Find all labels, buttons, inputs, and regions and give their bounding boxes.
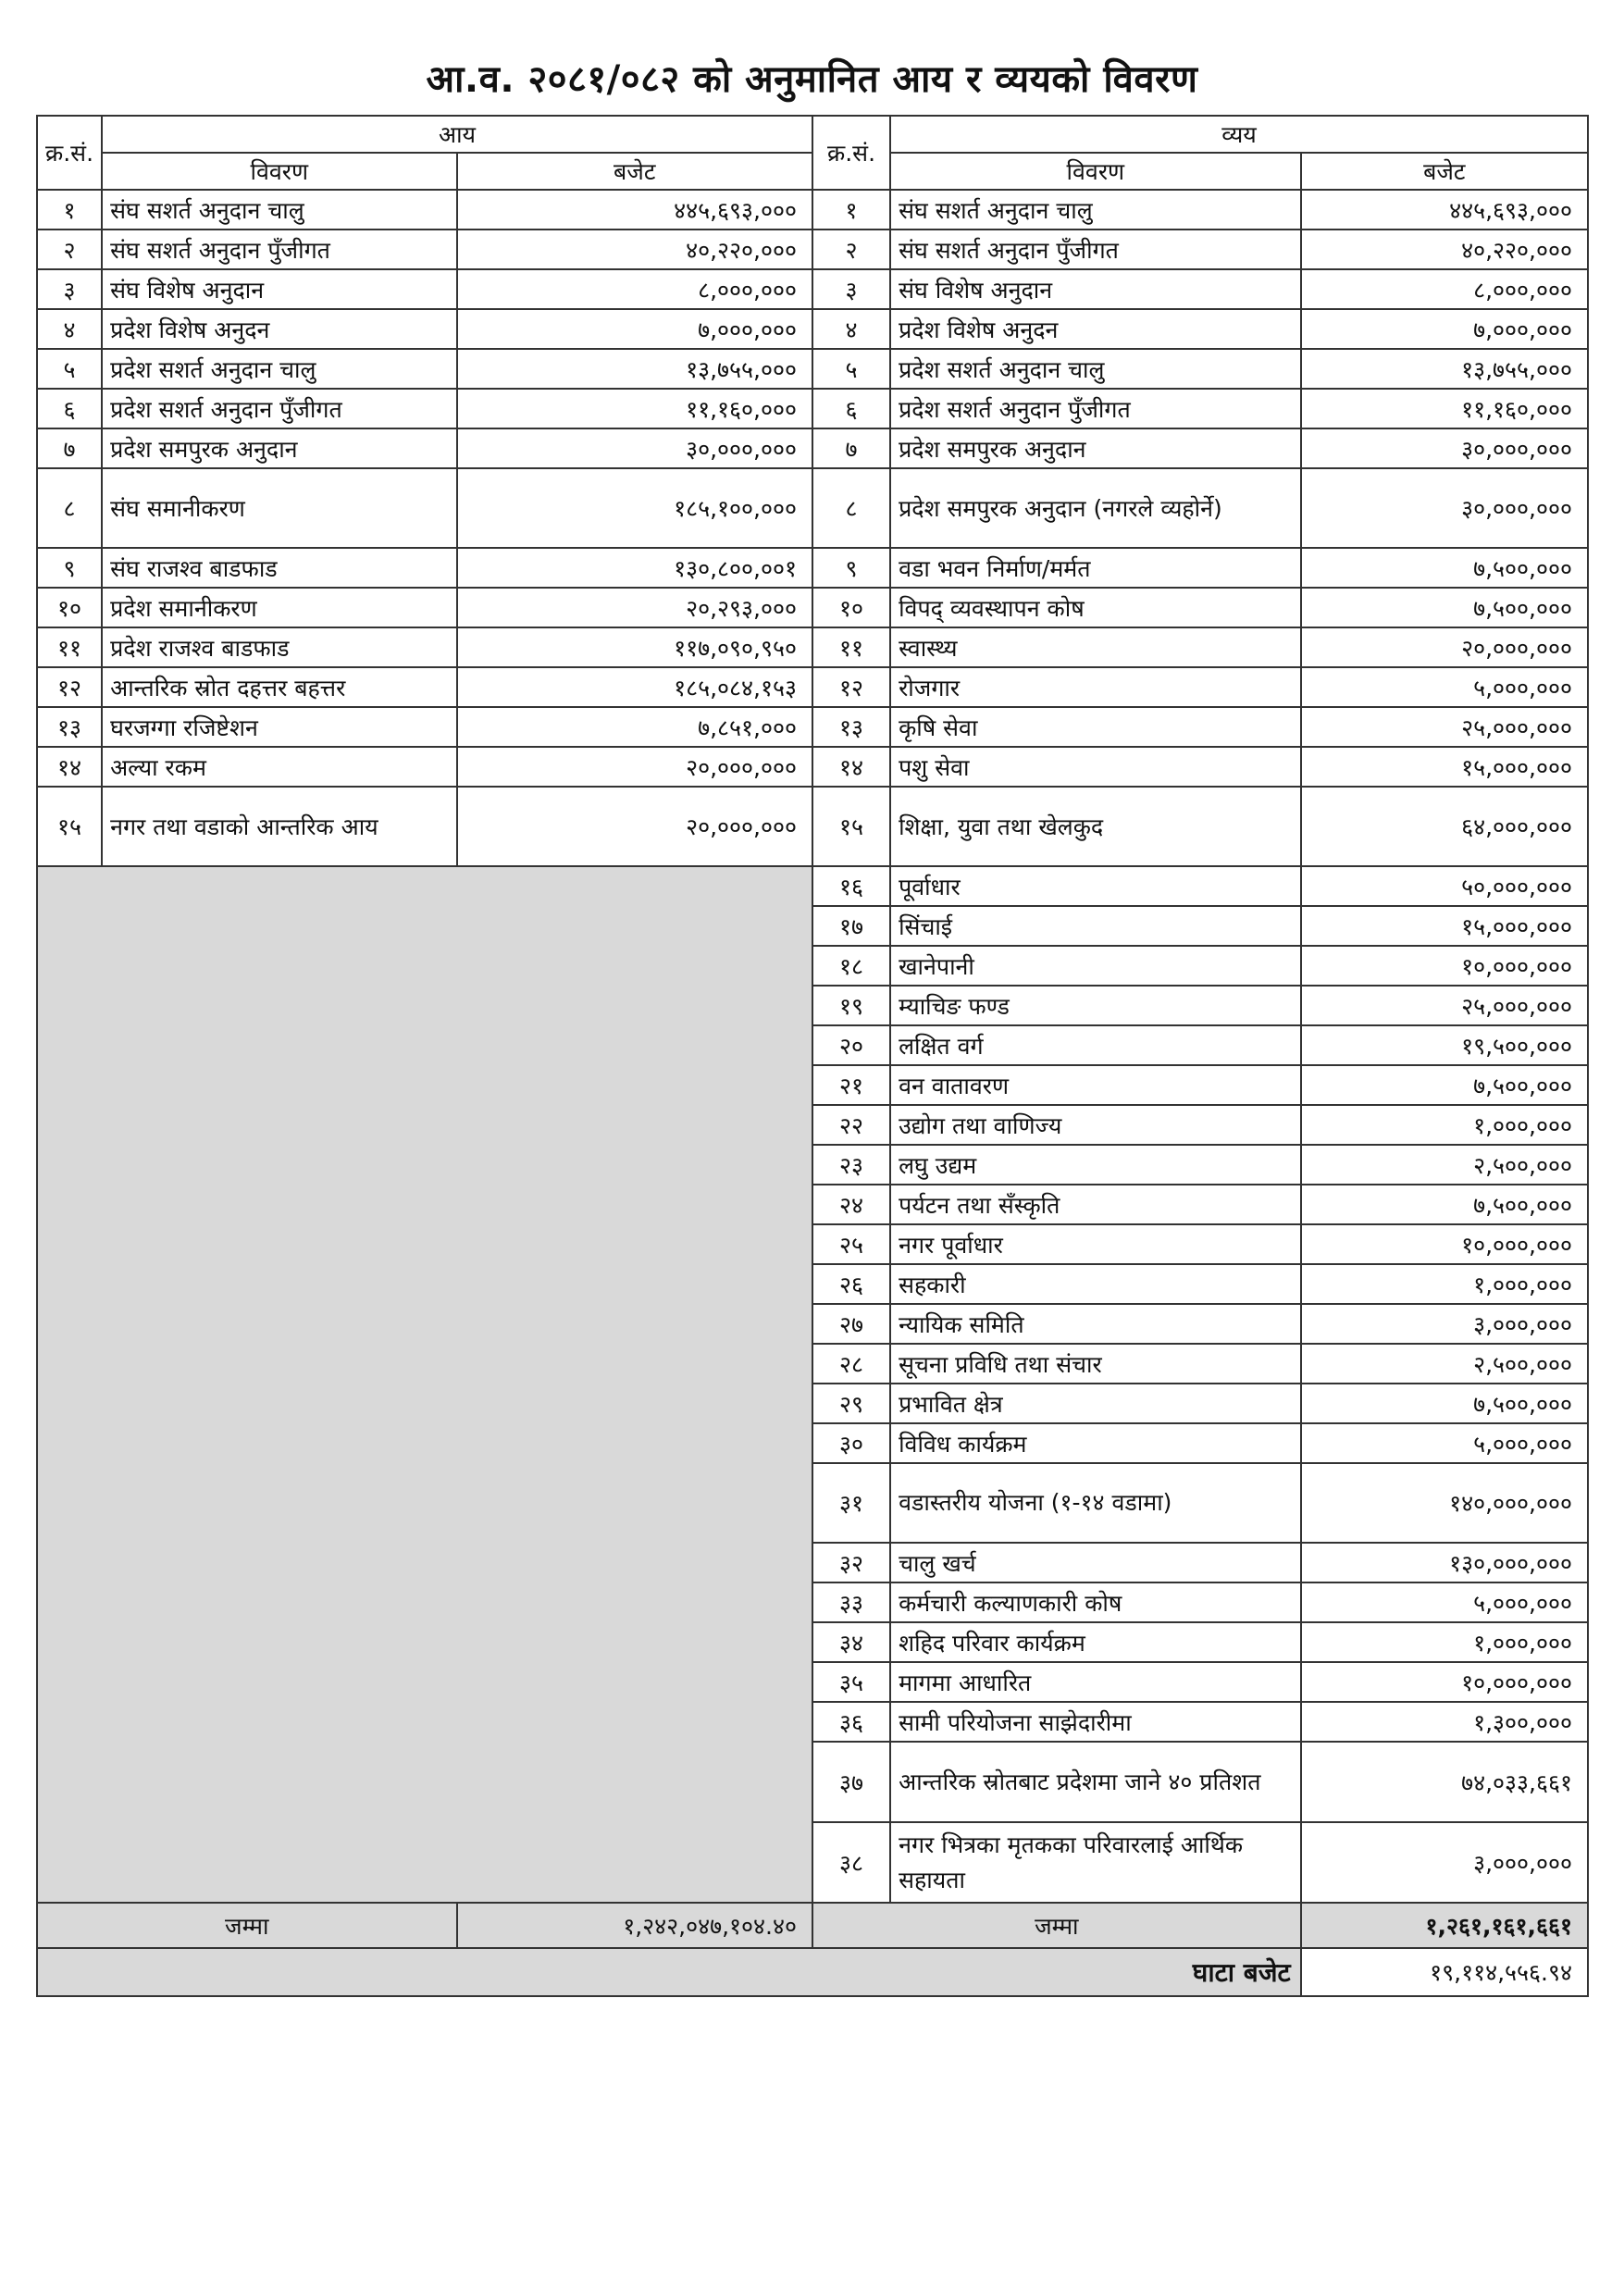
expenditure-amount: ७,५००,००० xyxy=(1301,588,1588,627)
table-row xyxy=(37,627,1588,667)
expenditure-sn: ३६ xyxy=(812,1702,890,1742)
expenditure-description: सूचना प्रविधि तथा संचार xyxy=(890,1344,1301,1384)
expenditure-amount: ५,०००,००० xyxy=(1301,667,1588,707)
expenditure-amount: ३०,०००,००० xyxy=(1301,428,1588,468)
expenditure-amount: १०,०००,००० xyxy=(1301,1224,1588,1264)
expenditure-amount: १,०००,००० xyxy=(1301,1105,1588,1145)
expenditure-amount: १३,७५५,००० xyxy=(1301,349,1588,389)
table-row xyxy=(37,667,1588,707)
expenditure-amount: ६४,०००,००० xyxy=(1301,787,1588,866)
income-sn: ८ xyxy=(37,468,102,548)
expenditure-description: प्रदेश समपुरक अनुदान xyxy=(890,428,1301,468)
expenditure-sn: ३३ xyxy=(812,1582,890,1622)
table-row xyxy=(37,747,1588,787)
expenditure-sn: ३४ xyxy=(812,1622,890,1662)
income-description: संघ सशर्त अनुदान चालु xyxy=(102,190,456,230)
income-total-label: जम्मा xyxy=(37,1903,457,1948)
income-description: संघ सशर्त अनुदान पुँजीगत xyxy=(102,230,456,269)
expenditure-description: विपद् व्यवस्थापन कोष xyxy=(890,588,1301,627)
income-description-header: विवरण xyxy=(102,153,456,190)
income-header: आय xyxy=(102,116,812,153)
total-row xyxy=(37,1903,1588,1948)
income-sn: १४ xyxy=(37,747,102,787)
income-description: नगर तथा वडाको आन्तरिक आय xyxy=(102,787,456,866)
income-description: अल्या रकम xyxy=(102,747,456,787)
expenditure-total-label: जम्मा xyxy=(812,1903,1301,1948)
table-row xyxy=(37,866,1588,906)
income-amount: १३०,८००,००१ xyxy=(457,548,812,588)
expenditure-amount: ३०,०००,००० xyxy=(1301,468,1588,548)
table-row xyxy=(37,230,1588,269)
expenditure-sn: ११ xyxy=(812,627,890,667)
income-description: आन्तरिक स्रोत दहत्तर बहत्तर xyxy=(102,667,456,707)
expenditure-budget-header: बजेट xyxy=(1301,153,1588,190)
table-row xyxy=(37,468,1588,548)
expenditure-description: संघ विशेष अनुदान xyxy=(890,269,1301,309)
expenditure-sn: ३८ xyxy=(812,1822,890,1903)
expenditure-total-amount: १,२६१,१६१,६६१ xyxy=(1301,1903,1588,1948)
income-description: प्रदेश विशेष अनुदन xyxy=(102,309,456,349)
income-amount: १८५,०८४,१५३ xyxy=(457,667,812,707)
expenditure-description-header: विवरण xyxy=(890,153,1301,190)
expenditure-amount: १०,०००,००० xyxy=(1301,1662,1588,1702)
expenditure-description: विविध कार्यक्रम xyxy=(890,1423,1301,1463)
expenditure-description: संघ सशर्त अनुदान पुँजीगत xyxy=(890,230,1301,269)
expenditure-sn: १६ xyxy=(812,866,890,906)
expenditure-sn-header: क्र.सं. xyxy=(812,116,890,190)
expenditure-description: सामी परियोजना साझेदारीमा xyxy=(890,1702,1301,1742)
expenditure-description: प्रदेश सशर्त अनुदान पुँजीगत xyxy=(890,389,1301,428)
expenditure-sn: ३ xyxy=(812,269,890,309)
expenditure-sn: २९ xyxy=(812,1384,890,1423)
income-sn: ११ xyxy=(37,627,102,667)
expenditure-amount: ८,०००,००० xyxy=(1301,269,1588,309)
expenditure-description: पर्यटन तथा सँस्कृति xyxy=(890,1185,1301,1224)
income-description: संघ राजश्व बाडफाड xyxy=(102,548,456,588)
income-sn-header: क्र.सं. xyxy=(37,116,102,190)
table-row xyxy=(37,548,1588,588)
income-amount: ४०,२२०,००० xyxy=(457,230,812,269)
income-description: घरजग्गा रजिष्टेशन xyxy=(102,707,456,747)
expenditure-description: स्वास्थ्य xyxy=(890,627,1301,667)
expenditure-sn: १३ xyxy=(812,707,890,747)
deficit-row xyxy=(37,1948,1588,1996)
table-row xyxy=(37,190,1588,230)
income-sn: ७ xyxy=(37,428,102,468)
expenditure-description: सिंचाई xyxy=(890,906,1301,946)
income-sn: १२ xyxy=(37,667,102,707)
expenditure-amount: १,३००,००० xyxy=(1301,1702,1588,1742)
expenditure-sn: ६ xyxy=(812,389,890,428)
expenditure-description: प्रदेश विशेष अनुदन xyxy=(890,309,1301,349)
expenditure-description: लघु उद्यम xyxy=(890,1145,1301,1185)
income-sn: १३ xyxy=(37,707,102,747)
income-description: प्रदेश सशर्त अनुदान चालु xyxy=(102,349,456,389)
expenditure-amount: ७,५००,००० xyxy=(1301,1384,1588,1423)
expenditure-amount: २,५००,००० xyxy=(1301,1344,1588,1384)
expenditure-amount: ४०,२२०,००० xyxy=(1301,230,1588,269)
income-description: संघ समानीकरण xyxy=(102,468,456,548)
expenditure-description: कर्मचारी कल्याणकारी कोष xyxy=(890,1582,1301,1622)
expenditure-sn: १२ xyxy=(812,667,890,707)
expenditure-amount: १,०००,००० xyxy=(1301,1622,1588,1662)
income-description: प्रदेश राजश्व बाडफाड xyxy=(102,627,456,667)
expenditure-sn: ३२ xyxy=(812,1543,890,1582)
expenditure-sn: २५ xyxy=(812,1224,890,1264)
expenditure-amount: ५,०००,००० xyxy=(1301,1423,1588,1463)
expenditure-sn: २२ xyxy=(812,1105,890,1145)
table-row xyxy=(37,309,1588,349)
expenditure-amount: १५,०००,००० xyxy=(1301,747,1588,787)
expenditure-description: प्रदेश समपुरक अनुदान (नगरले व्यहोर्ने) xyxy=(890,468,1301,548)
expenditure-sn: १० xyxy=(812,588,890,627)
income-sn: ९ xyxy=(37,548,102,588)
expenditure-amount: ७,५००,००० xyxy=(1301,1065,1588,1105)
expenditure-amount: २५,०००,००० xyxy=(1301,707,1588,747)
income-sn: ५ xyxy=(37,349,102,389)
expenditure-sn: १७ xyxy=(812,906,890,946)
table-row xyxy=(37,588,1588,627)
income-budget-header: बजेट xyxy=(457,153,812,190)
expenditure-description: पूर्वाधार xyxy=(890,866,1301,906)
expenditure-amount: १३०,०००,००० xyxy=(1301,1543,1588,1582)
expenditure-description: वडा भवन निर्माण/मर्मत xyxy=(890,548,1301,588)
income-description: प्रदेश समानीकरण xyxy=(102,588,456,627)
income-amount: १३,७५५,००० xyxy=(457,349,812,389)
expenditure-sn: १ xyxy=(812,190,890,230)
expenditure-amount: ५,०००,००० xyxy=(1301,1582,1588,1622)
income-amount: ११,१६०,००० xyxy=(457,389,812,428)
expenditure-sn: ७ xyxy=(812,428,890,468)
expenditure-description: प्रभावित क्षेत्र xyxy=(890,1384,1301,1423)
income-amount: ८,०००,००० xyxy=(457,269,812,309)
expenditure-amount: ५०,०००,००० xyxy=(1301,866,1588,906)
expenditure-amount: २०,०००,००० xyxy=(1301,627,1588,667)
expenditure-description: खानेपानी xyxy=(890,946,1301,986)
expenditure-description: लक्षित वर्ग xyxy=(890,1025,1301,1065)
table-row xyxy=(37,349,1588,389)
expenditure-description: न्यायिक समिति xyxy=(890,1304,1301,1344)
income-amount: ७,८५१,००० xyxy=(457,707,812,747)
expenditure-description: वन वातावरण xyxy=(890,1065,1301,1105)
income-sn: १० xyxy=(37,588,102,627)
budget-table-body xyxy=(37,190,1588,1903)
expenditure-sn: ३५ xyxy=(812,1662,890,1702)
table-row xyxy=(37,269,1588,309)
expenditure-amount: १९,५००,००० xyxy=(1301,1025,1588,1065)
expenditure-description: उद्योग तथा वाणिज्य xyxy=(890,1105,1301,1145)
income-sn: ४ xyxy=(37,309,102,349)
income-sn: ६ xyxy=(37,389,102,428)
expenditure-sn: १५ xyxy=(812,787,890,866)
expenditure-sn: ३१ xyxy=(812,1463,890,1543)
income-description: प्रदेश समपुरक अनुदान xyxy=(102,428,456,468)
income-sn: २ xyxy=(37,230,102,269)
income-amount: १८५,१००,००० xyxy=(457,468,812,548)
deficit-amount: १९,११४,५५६.९४ xyxy=(1301,1948,1588,1996)
expenditure-amount: १४०,०००,००० xyxy=(1301,1463,1588,1543)
expenditure-description: म्याचिङ फण्ड xyxy=(890,986,1301,1025)
expenditure-description: नगर भित्रका मृतकका परिवारलाई आर्थिक सहायता xyxy=(890,1822,1301,1903)
page-title: आ.व. २०८१/०८२ को अनुमानित आय र व्ययको विवरण xyxy=(426,58,1198,101)
expenditure-header: व्यय xyxy=(890,116,1588,153)
expenditure-description: वडास्तरीय योजना (१-१४ वडामा) xyxy=(890,1463,1301,1543)
table-row xyxy=(37,389,1588,428)
empty-income-area xyxy=(37,866,812,1903)
expenditure-description: सहकारी xyxy=(890,1264,1301,1304)
income-description: प्रदेश सशर्त अनुदान पुँजीगत xyxy=(102,389,456,428)
expenditure-amount: ७,५००,००० xyxy=(1301,1185,1588,1224)
expenditure-sn: २८ xyxy=(812,1344,890,1384)
income-sn: १५ xyxy=(37,787,102,866)
expenditure-sn: २० xyxy=(812,1025,890,1065)
expenditure-amount: २५,०००,००० xyxy=(1301,986,1588,1025)
income-amount: ७,०००,००० xyxy=(457,309,812,349)
income-amount: ११७,०९०,९५० xyxy=(457,627,812,667)
income-sn: १ xyxy=(37,190,102,230)
expenditure-amount: १,०००,००० xyxy=(1301,1264,1588,1304)
expenditure-sn: २ xyxy=(812,230,890,269)
expenditure-description: प्रदेश सशर्त अनुदान चालु xyxy=(890,349,1301,389)
expenditure-amount: १०,०००,००० xyxy=(1301,946,1588,986)
income-amount: २०,२९३,००० xyxy=(457,588,812,627)
expenditure-description: रोजगार xyxy=(890,667,1301,707)
deficit-label: घाटा बजेट xyxy=(37,1948,1301,1996)
income-total-amount: १,२४२,०४७,१०४.४० xyxy=(457,1903,812,1948)
expenditure-description: आन्तरिक स्रोतबाट प्रदेशमा जाने ४० प्रतिशत xyxy=(890,1742,1301,1822)
expenditure-amount: १५,०००,००० xyxy=(1301,906,1588,946)
table-row xyxy=(37,787,1588,866)
table-row xyxy=(37,707,1588,747)
expenditure-sn: १८ xyxy=(812,946,890,986)
expenditure-amount: ३,०००,००० xyxy=(1301,1304,1588,1344)
expenditure-sn: १९ xyxy=(812,986,890,1025)
expenditure-description: शिक्षा, युवा तथा खेलकुद xyxy=(890,787,1301,866)
income-amount: २०,०००,००० xyxy=(457,747,812,787)
expenditure-sn: ४ xyxy=(812,309,890,349)
expenditure-sn: २७ xyxy=(812,1304,890,1344)
expenditure-amount: ३,०००,००० xyxy=(1301,1822,1588,1903)
expenditure-amount: ११,१६०,००० xyxy=(1301,389,1588,428)
expenditure-sn: २१ xyxy=(812,1065,890,1105)
expenditure-description: नगर पूर्वाधार xyxy=(890,1224,1301,1264)
expenditure-sn: ३७ xyxy=(812,1742,890,1822)
budget-table xyxy=(36,115,1589,1997)
expenditure-description: चालु खर्च xyxy=(890,1543,1301,1582)
expenditure-amount: ४४५,६९३,००० xyxy=(1301,190,1588,230)
expenditure-description: कृषि सेवा xyxy=(890,707,1301,747)
expenditure-amount: ७,०००,००० xyxy=(1301,309,1588,349)
expenditure-amount: २,५००,००० xyxy=(1301,1145,1588,1185)
expenditure-description: शहिद परिवार कार्यक्रम xyxy=(890,1622,1301,1662)
expenditure-amount: ७४,०३३,६६१ xyxy=(1301,1742,1588,1822)
expenditure-description: पशु सेवा xyxy=(890,747,1301,787)
expenditure-sn: ५ xyxy=(812,349,890,389)
expenditure-sn: २४ xyxy=(812,1185,890,1224)
table-row xyxy=(37,428,1588,468)
expenditure-sn: ८ xyxy=(812,468,890,548)
income-amount: ३०,०००,००० xyxy=(457,428,812,468)
income-sn: ३ xyxy=(37,269,102,309)
expenditure-sn: ९ xyxy=(812,548,890,588)
expenditure-amount: ७,५००,००० xyxy=(1301,548,1588,588)
expenditure-description: मागमा आधारित xyxy=(890,1662,1301,1702)
expenditure-sn: २६ xyxy=(812,1264,890,1304)
expenditure-sn: २३ xyxy=(812,1145,890,1185)
expenditure-description: संघ सशर्त अनुदान चालु xyxy=(890,190,1301,230)
income-description: संघ विशेष अनुदान xyxy=(102,269,456,309)
expenditure-sn: १४ xyxy=(812,747,890,787)
income-amount: २०,०००,००० xyxy=(457,787,812,866)
expenditure-sn: ३० xyxy=(812,1423,890,1463)
income-amount: ४४५,६९३,००० xyxy=(457,190,812,230)
